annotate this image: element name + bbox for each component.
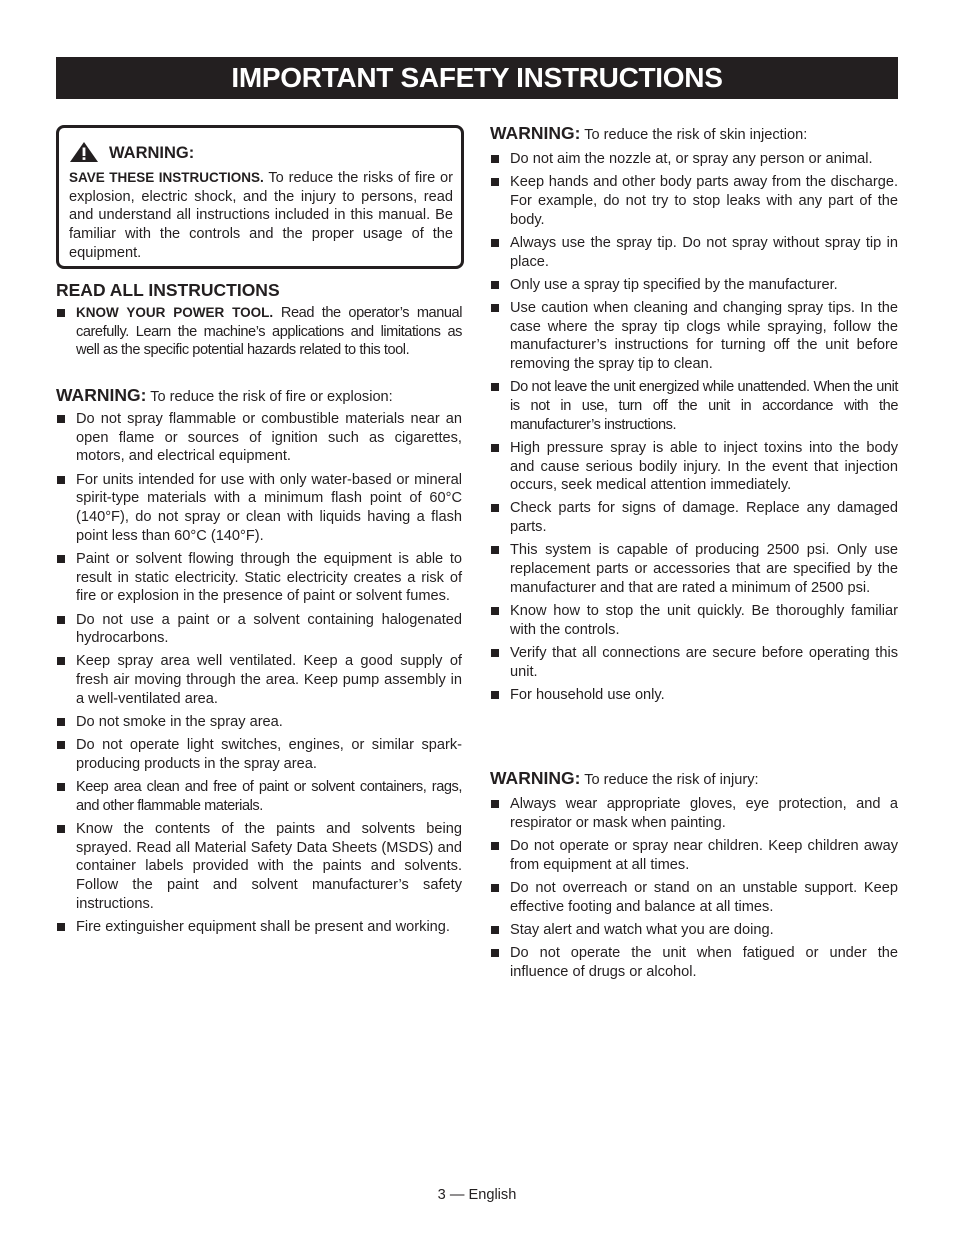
warning-box-body: To reduce the risks of fire or explosion, electric shock, and the injury to persons, read and understand all instructions included in this manual. Be familiar with the controls and the proper usage of the equipment. [69, 170, 453, 261]
list-item [56, 652, 462, 708]
list-item [490, 686, 898, 705]
bullet-square-icon [491, 649, 499, 657]
list-item [490, 644, 898, 681]
bullet-square-icon [491, 926, 499, 934]
bullet-square-icon [491, 504, 499, 512]
warning-label: WARNING: [490, 123, 581, 143]
bullet-square-icon [57, 741, 65, 749]
list-item-text: Only use a spray tip specified by the manufacturer. [510, 276, 838, 293]
list-item-text: Read the operator’s manual carefully. Learn the machine’s applications and limitations as well as the specific potential hazards related to this tool. [76, 305, 462, 359]
read-all-heading: READ ALL INSTRUCTIONS [56, 280, 280, 300]
warning-label: WARNING: [56, 385, 147, 405]
bullet-square-icon [491, 546, 499, 554]
warning-intro: To reduce the risk of skin injection: [580, 127, 808, 143]
list-item [56, 713, 462, 732]
list-item [490, 234, 898, 271]
list-item [490, 944, 898, 981]
list-item-text: Do not aim the nozzle at, or spray any person or animal. [510, 151, 873, 167]
bullet-square-icon [57, 616, 65, 624]
warning-triangle-icon [69, 141, 99, 163]
list-item-text: Always wear appropriate gloves, eye protection, and a respirator or mask when painting. [510, 796, 898, 831]
list-item [56, 410, 462, 466]
bullet-square-icon [491, 691, 499, 699]
list-item-text: Do not overreach or stand on an unstable support. Keep effective footing and balance at all times. [510, 879, 898, 915]
list-item [490, 299, 898, 374]
list-item [490, 499, 898, 536]
save-instructions-lead: SAVE THESE INSTRUCTIONS. [69, 170, 264, 185]
bullet-square-icon [491, 949, 499, 957]
bullet-square-icon [491, 239, 499, 247]
bullet-square-icon [57, 718, 65, 726]
bullet-square-icon [491, 444, 499, 452]
list-item-text: Verify that all connections are secure before operating this unit. [510, 644, 898, 680]
list-item [490, 173, 898, 229]
list-item-text: Do not use a paint or a solvent containing halogenated hydrocarbons. [76, 611, 462, 647]
bullet-square-icon [491, 178, 499, 186]
list-item [56, 778, 462, 815]
list-item [490, 541, 898, 597]
read-all-list [56, 304, 462, 365]
list-item [56, 820, 462, 914]
page-title: IMPORTANT SAFETY INSTRUCTIONS [56, 57, 898, 99]
list-item-text: This system is capable of producing 2500 psi. Only use replacement parts or accessories that are specified by the manufacturer and that are rated a minimum of 2500 psi. [510, 542, 898, 596]
list-item-text: Always use the spray tip. Do not spray without spray tip in place. [510, 234, 898, 270]
list-item [490, 439, 898, 495]
list-item-text: Do not spray flammable or combustible materials near an open flame or sources of ignition such as cigarettes, motors, and electrical equipment. [76, 411, 462, 465]
bullet-square-icon [57, 476, 65, 484]
list-item-text: Keep spray area well ventilated. Keep a good supply of fresh air moving through the area. Keep pump assembly in a well-ventilated area. [76, 653, 462, 707]
skin-warning-list [490, 150, 898, 709]
injury-warning-line [490, 769, 759, 790]
list-item-text: Know how to stop the unit quickly. Be thoroughly familiar with the controls. [510, 602, 898, 638]
bullet-square-icon [57, 825, 65, 833]
list-item-text: Do not smoke in the spray area. [76, 714, 283, 731]
list-item [490, 378, 898, 434]
list-item [490, 795, 898, 832]
list-item-text: For household use only. [510, 686, 665, 703]
list-item-text: Check parts for signs of damage. Replace any damaged parts. [510, 500, 898, 536]
bullet-square-icon [491, 304, 499, 312]
bullet-square-icon [57, 415, 65, 423]
warning-box-text [69, 169, 453, 263]
bullet-square-icon [491, 383, 499, 391]
bullet-square-icon [57, 783, 65, 791]
list-item [490, 921, 898, 940]
list-item-text: Paint or solvent flowing through the equipment is able to result in static electricity. Static electricity creates a risk of fire or explosion in the presence of paint or solvent fumes. [76, 550, 462, 605]
warning-label: WARNING: [109, 144, 195, 162]
list-item-text: Fire extinguisher equipment shall be present and working. [76, 919, 450, 936]
list-item [56, 918, 462, 937]
fire-warning-line [56, 386, 393, 407]
bullet-square-icon [57, 309, 65, 317]
list-item [56, 736, 462, 773]
bullet-square-icon [491, 842, 499, 850]
list-item-text: Do not operate the unit when fatigued or under the influence of drugs or alcohol. [510, 944, 898, 980]
list-item [56, 304, 462, 360]
list-item-text: High pressure spray is able to inject toxins into the body and cause serious bodily injury. In the event that injection occurs, seek medical attention immediately. [510, 439, 898, 494]
list-item-text: Do not operate light switches, engines, or similar spark-producing products in the spray area. [76, 737, 462, 772]
bullet-square-icon [57, 657, 65, 665]
list-item-text: Keep area clean and free of paint or solvent containers, rags, and other flammable materials. [76, 779, 462, 814]
list-item [490, 150, 898, 169]
list-item [490, 602, 898, 639]
injury-warning-list [490, 795, 898, 986]
warning-intro: To reduce the risk of fire or explosion: [146, 389, 393, 405]
page-footer: 3 — English [437, 1187, 517, 1203]
warning-intro: To reduce the risk of injury: [580, 772, 759, 788]
list-item-text: Stay alert and watch what you are doing. [510, 921, 774, 938]
bullet-square-icon [491, 607, 499, 615]
save-instructions-warning-box [56, 125, 464, 269]
list-item [490, 837, 898, 874]
list-item [56, 611, 462, 648]
list-item [490, 879, 898, 916]
bullet-square-icon [491, 281, 499, 289]
list-item [490, 276, 898, 295]
bullet-square-icon [57, 555, 65, 563]
list-item-text: Keep hands and other body parts away from the discharge. For example, do not try to stop leaks with any part of the body. [510, 174, 898, 228]
bullet-square-icon [491, 155, 499, 163]
list-item [56, 471, 462, 546]
list-item-text: Do not leave the unit energized while unattended. When the unit is not in use, turn off the unit in accordance with the manufacturer’s instructions. [510, 379, 898, 433]
list-item-text: Do not operate or spray near children. Keep children away from equipment at all times. [510, 837, 898, 873]
list-item-text: For units intended for use with only water-based or mineral spirit-type materials with a minimum flash point of 60°C (140°F), do not spray or clean with liquids having a flash point less than 60°C (140°F). [76, 471, 462, 544]
skin-warning-line [490, 124, 807, 145]
bullet-square-icon [57, 923, 65, 931]
list-item-text: Use caution when cleaning and changing spray tips. In the case where the spray tip clogs while spraying, follow the manufacturer’s instructions for turning off the unit before removing the spray tip to clean. [510, 299, 898, 373]
bullet-square-icon [491, 884, 499, 892]
list-item [56, 550, 462, 606]
list-item-text: Know the contents of the paints and solvents being sprayed. Read all Material Safety Data Sheets (MSDS) and container labels provided with the paints and solvents. Follow the paint and solvent manufacturer’s safety instructions. [76, 821, 462, 912]
fire-warning-list [56, 410, 462, 941]
warning-label: WARNING: [490, 768, 581, 788]
know-your-tool-lead: KNOW YOUR POWER TOOL. [76, 305, 274, 320]
bullet-square-icon [491, 800, 499, 808]
